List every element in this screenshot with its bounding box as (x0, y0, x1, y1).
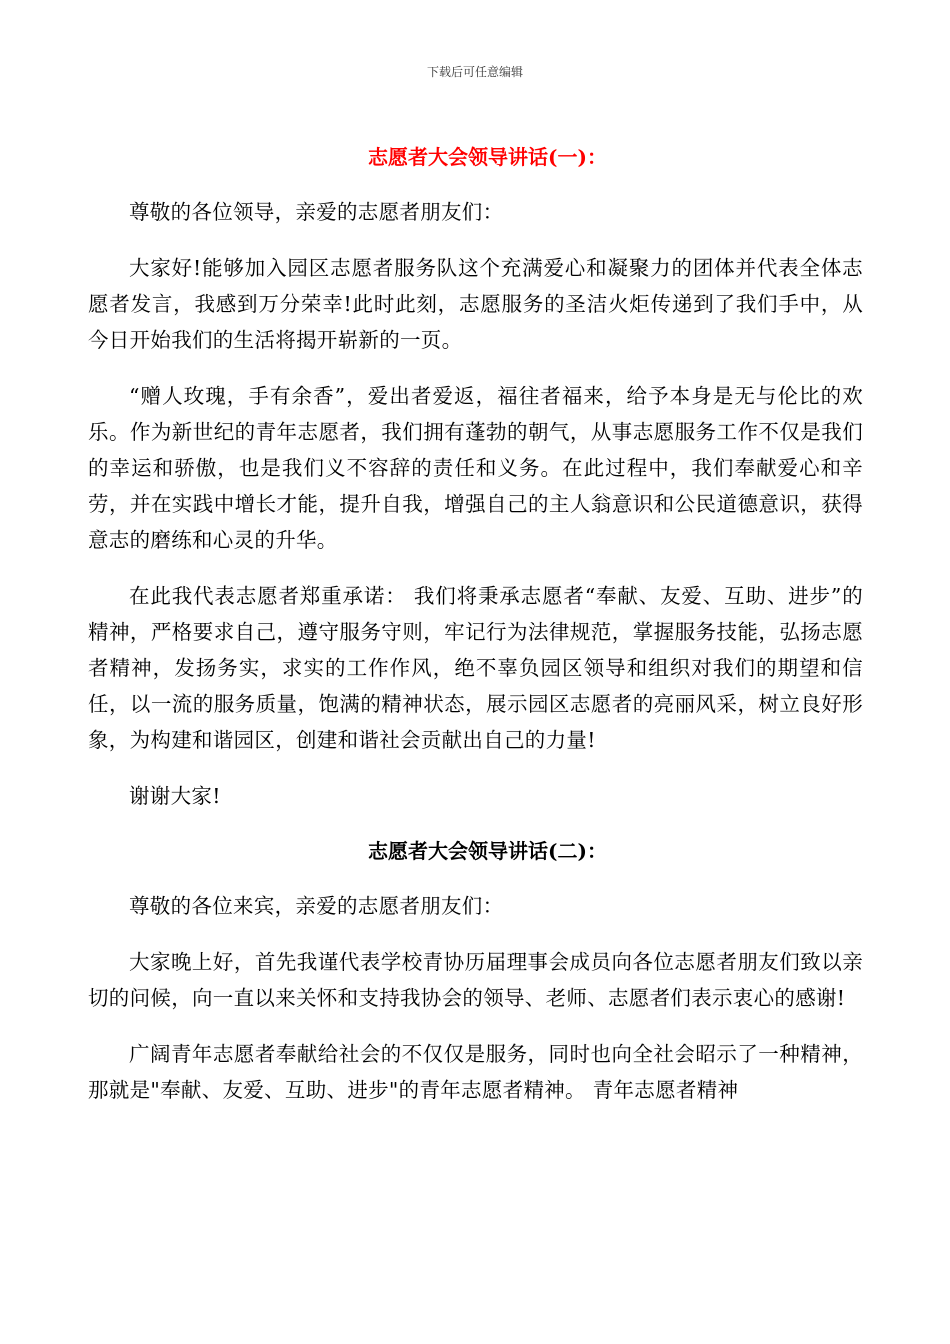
section2 (88, 834, 863, 1108)
section2-paragraph-2: 广阔青年志愿者奉献给社会的不仅仅是服务，同时也向全社会昭示了一种精神，那就是"奉献、友爱、互助、进步"的青年志愿者精神。 青年志愿者精神 (88, 1042, 863, 1102)
section2-greeting: 尊敬的各位来宾，亲爱的志愿者朋友们： (129, 894, 504, 918)
section1-paragraph-1: 大家好!能够加入园区志愿者服务队这个充满爱心和凝聚力的团体并代表全体志愿者发言，我感到万分荣幸!此时此刻，志愿服务的圣洁火炬传递到了我们手中，从今日开始我们的生活将揭开崭新的一页。 (88, 256, 863, 352)
section1-closing: 谢谢大家! (129, 784, 221, 808)
section1-greeting: 尊敬的各位领导，亲爱的志愿者朋友们： (129, 200, 504, 224)
document-body (88, 140, 863, 1128)
section1-paragraph-3: 在此我代表志愿者郑重承诺： 我们将秉承志愿者“奉献、友爱、互助、进步”的精神，严格要求自己，遵守服务守则，牢记行为法律规范，掌握服务技能，弘扬志愿者精神，发扬务实，求实的工作作风，绝不辜负园区领导和组织对我们的期望和信任，以一流的服务质量，饱满的精神状态，展示园区志愿者的亮丽风采，树立良好形象，为构建和谐园区，创建和谐社会贡献出自己的力量! (88, 584, 863, 752)
section1-paragraph-2: “赠人玫瑰，手有余香”，爱出者爱返，福往者福来，给予本身是无与伦比的欢乐。作为新世纪的青年志愿者，我们拥有蓬勃的朝气，从事志愿服务工作不仅是我们的幸运和骄傲，也是我们义不容辞的责任和义务。在此过程中，我们奉献爱心和辛劳，并在实践中增长才能，提升自我，增强自己的主人翁意识和公民道德意识，获得意志的磨练和心灵的升华。 (88, 384, 863, 552)
header-note: 下载后可任意编辑 (426, 65, 523, 79)
section2-title: 志愿者大会领导讲话(二)： (368, 839, 607, 863)
section2-paragraph-1: 大家晚上好，首先我谨代表学校青协历届理事会成员向各位志愿者朋友们致以亲切的问候，向一直以来关怀和支持我协会的领导、老师、志愿者们表示衷心的感谢! (88, 950, 863, 1010)
section1-title: 志愿者大会领导讲话(一)： (368, 145, 607, 169)
